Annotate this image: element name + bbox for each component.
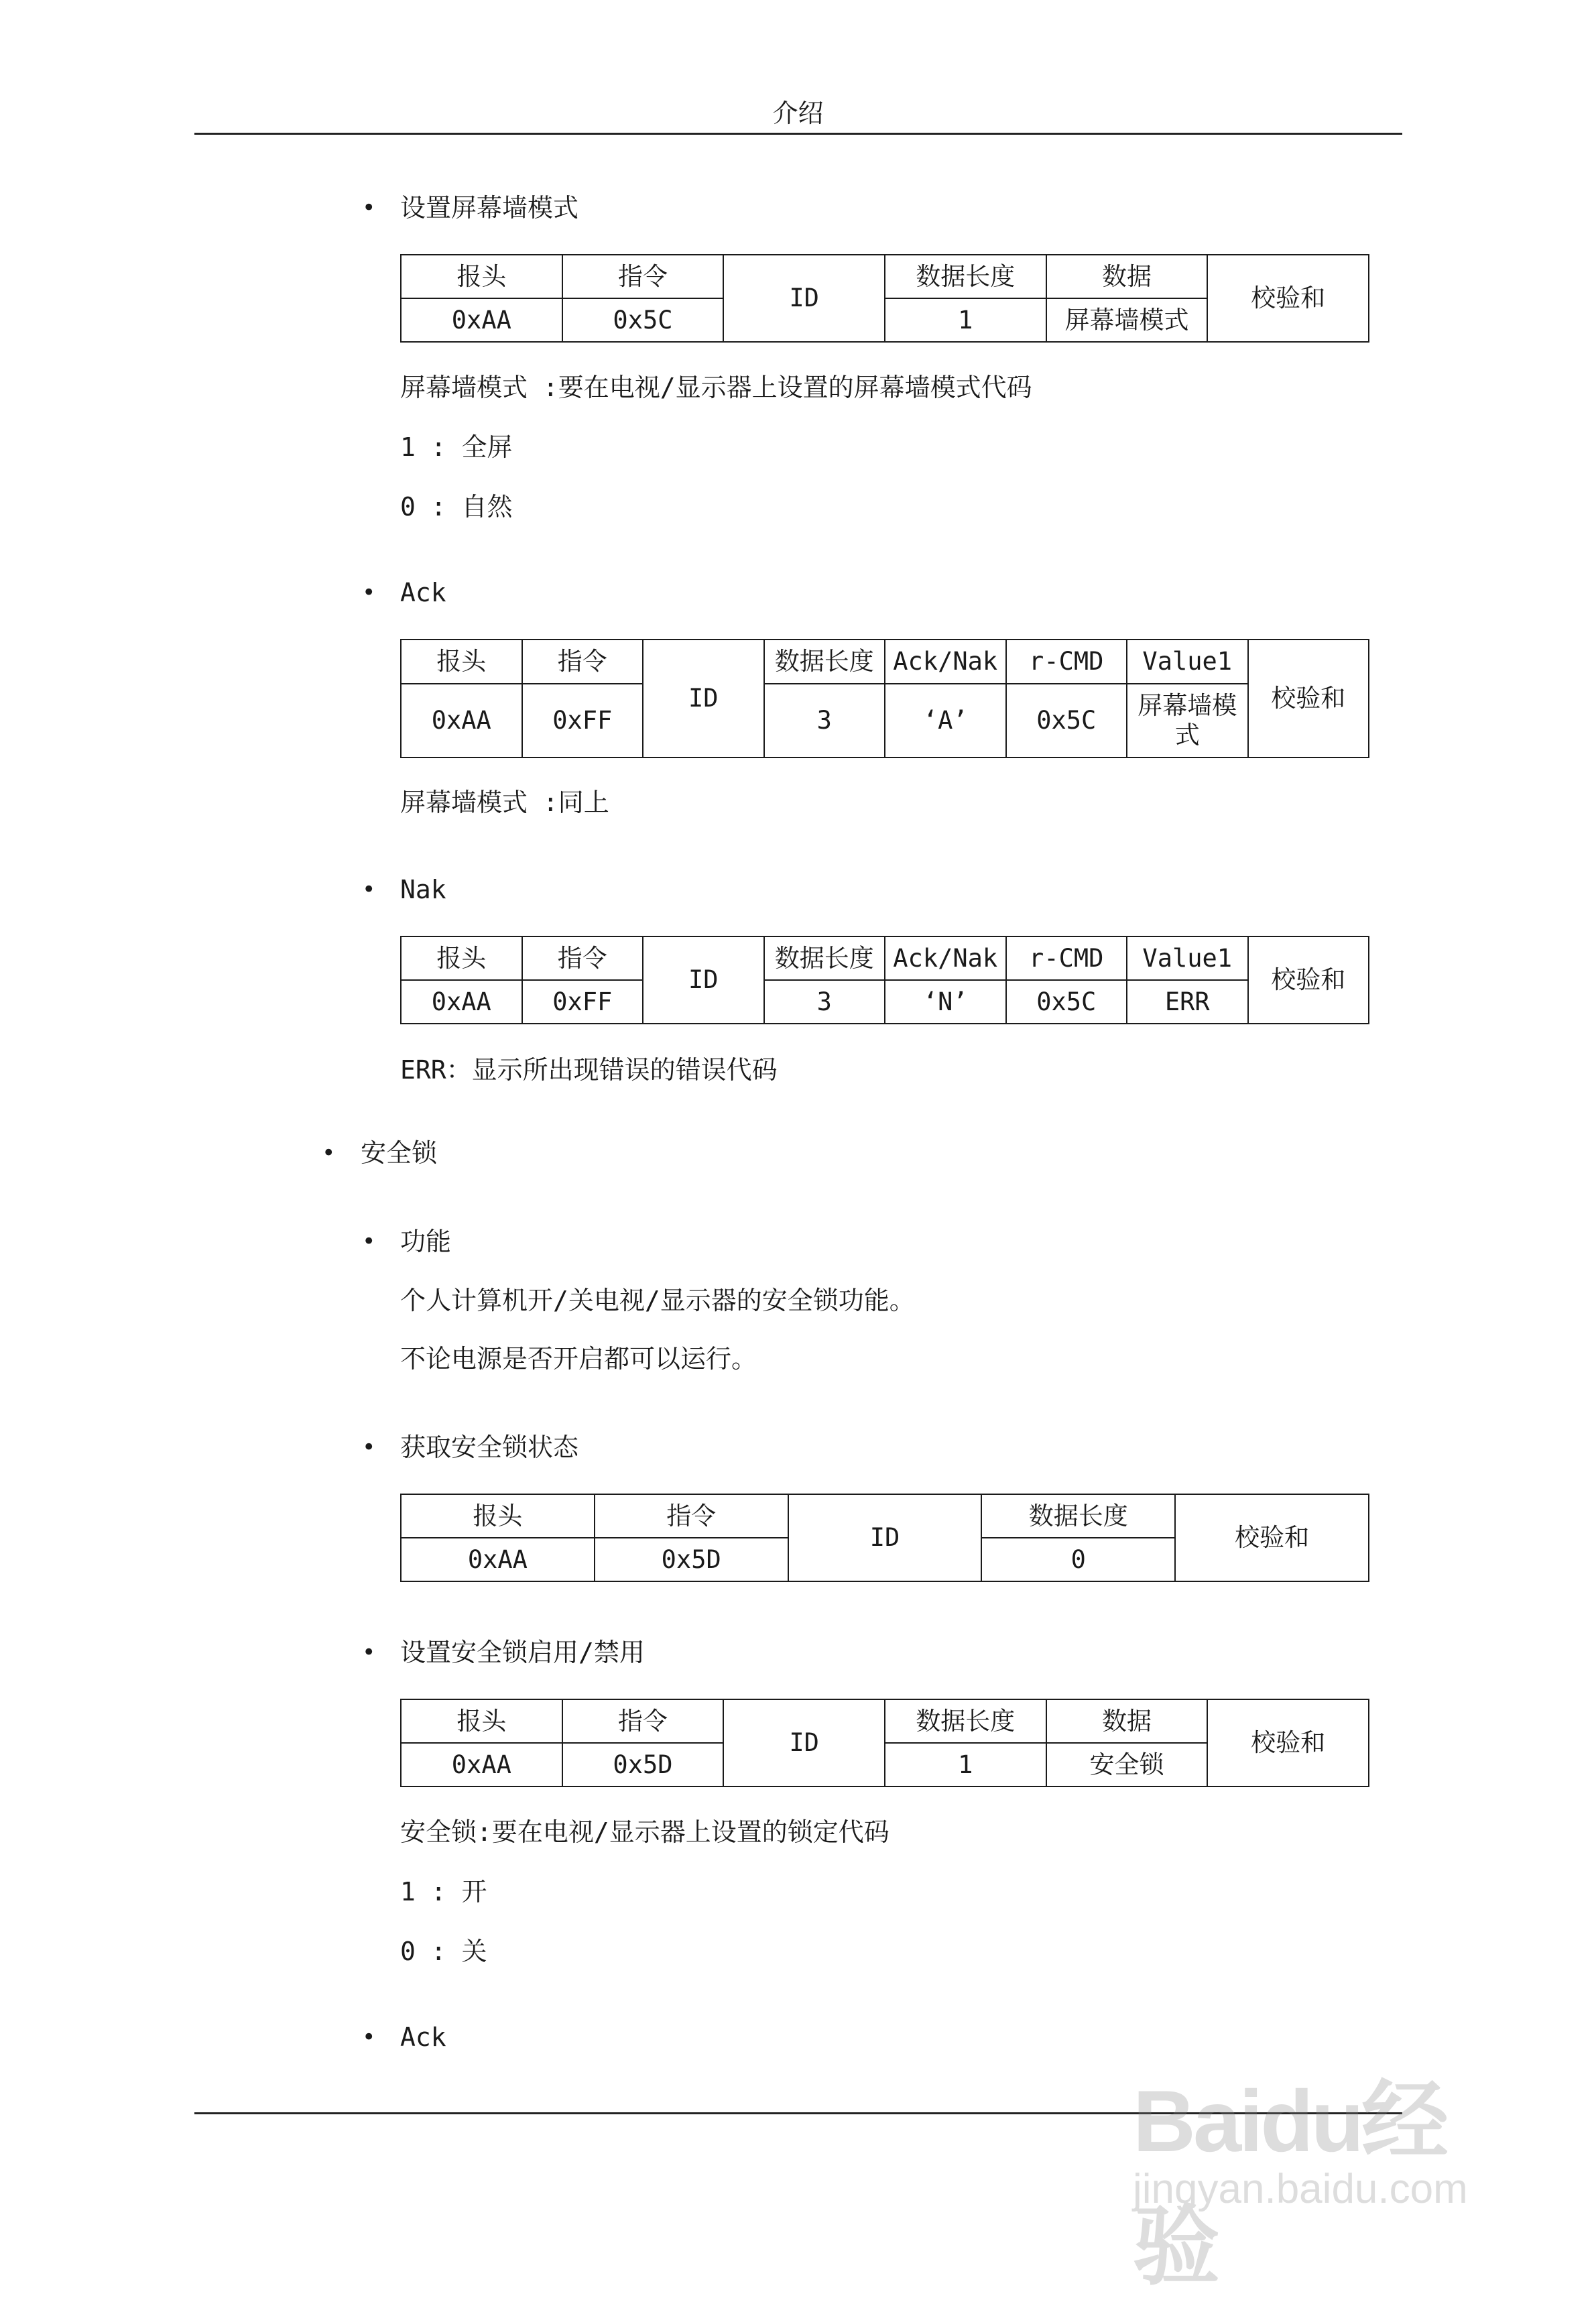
subsection-title-function: 功能 (400, 1227, 452, 1256)
bullet-icon: • (362, 1228, 376, 1255)
option-on: 1 : 开 (400, 1877, 487, 1906)
th-ack-nak: Ack/Nak (885, 640, 1006, 684)
cell-data-length: 3 (764, 684, 885, 758)
bullet-icon: • (362, 579, 376, 606)
cell-data: 安全锁 (1046, 1743, 1208, 1786)
section-title-nak: Nak (400, 875, 446, 904)
subsection-title-get-safety-lock: 获取安全锁状态 (400, 1433, 579, 1462)
cell-data-length: 3 (764, 980, 885, 1024)
cell-command: 0x5C (562, 298, 724, 342)
th-command: 指令 (595, 1494, 788, 1538)
th-checksum: 校验和 (1207, 255, 1369, 342)
section-title-safety-lock: 安全锁 (361, 1138, 438, 1168)
table-set-safety-lock (400, 1699, 1369, 1787)
th-command: 指令 (522, 936, 643, 980)
baidu-logo: Baidu经验 (1133, 2072, 1447, 2295)
table-set-video-wall-mode (400, 254, 1369, 343)
th-checksum: 校验和 (1175, 1494, 1369, 1581)
th-checksum: 校验和 (1248, 936, 1369, 1024)
cell-r-cmd: 0x5C (1006, 980, 1127, 1024)
bullet-icon: • (362, 1639, 376, 1666)
table-get-safety-lock (400, 1494, 1369, 1582)
section-title-set-video-wall-mode: 设置屏幕墙模式 (400, 193, 579, 223)
safety-lock-description: 安全锁:要在电视/显示器上设置的锁定代码 (400, 1817, 889, 1847)
th-header: 报头 (401, 255, 562, 298)
cell-command: 0xFF (522, 684, 643, 758)
bullet-icon: • (362, 876, 376, 903)
th-command: 指令 (562, 1699, 724, 1743)
cell-r-cmd: 0x5C (1006, 684, 1127, 758)
nak-description: ERR：显示所出现错误的错误代码 (400, 1055, 778, 1085)
th-data: 数据 (1046, 255, 1208, 298)
th-checksum: 校验和 (1248, 640, 1369, 758)
option-natural: 0 : 自然 (400, 492, 513, 522)
cell-data-length: 1 (885, 1743, 1046, 1786)
option-off: 0 : 关 (400, 1937, 487, 1966)
video-wall-mode-description: 屏幕墙模式 :要在电视/显示器上设置的屏幕墙模式代码 (400, 373, 1032, 402)
cell-data-length: 1 (885, 298, 1046, 342)
th-data-length: 数据长度 (764, 936, 885, 980)
th-ack-nak: Ack/Nak (885, 936, 1006, 980)
th-checksum: 校验和 (1207, 1699, 1369, 1786)
th-id: ID (643, 640, 764, 758)
cell-header: 0xAA (401, 1538, 595, 1581)
baidu-watermark (1113, 1998, 1515, 2295)
th-header: 报头 (401, 936, 522, 980)
bullet-icon: • (362, 1434, 376, 1461)
th-value1: Value1 (1127, 640, 1248, 684)
table-nak-video-wall (400, 936, 1369, 1024)
cell-header: 0xAA (401, 298, 562, 342)
th-data: 数据 (1046, 1699, 1208, 1743)
cell-command: 0xFF (522, 980, 643, 1024)
cell-command: 0x5D (595, 1538, 788, 1581)
th-header: 报头 (401, 1699, 562, 1743)
th-header: 报头 (401, 640, 522, 684)
th-command: 指令 (562, 255, 724, 298)
section-title-ack: Ack (400, 578, 446, 607)
page-header-title: 介绍 (772, 99, 824, 128)
th-header: 报头 (401, 1494, 595, 1538)
cell-value1: 屏幕墙模式 (1127, 684, 1248, 758)
cell-command: 0x5D (562, 1743, 724, 1786)
cell-ack-nak: ‘A’ (885, 684, 1006, 758)
th-id: ID (723, 255, 885, 342)
header-rule (194, 133, 1402, 135)
option-full: 1 : 全屏 (400, 432, 513, 462)
th-id: ID (788, 1494, 982, 1581)
cell-header: 0xAA (401, 980, 522, 1024)
bullet-icon: • (362, 2024, 376, 2051)
bullet-icon: • (362, 194, 376, 221)
th-id: ID (643, 936, 764, 1024)
th-r-cmd: r-CMD (1006, 640, 1127, 684)
cell-ack-nak: ‘N’ (885, 980, 1006, 1024)
th-value1: Value1 (1127, 936, 1248, 980)
th-data-length: 数据长度 (885, 255, 1046, 298)
subsection-title-set-safety-lock: 设置安全锁启用/禁用 (400, 1638, 645, 1667)
th-id: ID (723, 1699, 885, 1786)
cell-data: 屏幕墙模式 (1046, 298, 1208, 342)
cell-header: 0xAA (401, 684, 522, 758)
function-line-1: 个人计算机开/关电视/显示器的安全锁功能。 (400, 1286, 915, 1315)
cell-header: 0xAA (401, 1743, 562, 1786)
th-data-length: 数据长度 (764, 640, 885, 684)
ack-description: 屏幕墙模式 :同上 (400, 788, 609, 817)
baidu-url: jingyan.baidu.com (1133, 2166, 1468, 2212)
th-r-cmd: r-CMD (1006, 936, 1127, 980)
function-line-2: 不论电源是否开启都可以运行。 (400, 1344, 757, 1374)
table-ack-video-wall (400, 639, 1369, 758)
th-data-length: 数据长度 (885, 1699, 1046, 1743)
cell-data-length: 0 (981, 1538, 1175, 1581)
section-title-ack-safety: Ack (400, 2022, 446, 2052)
bullet-icon: • (322, 1140, 336, 1166)
th-command: 指令 (522, 640, 643, 684)
th-data-length: 数据长度 (981, 1494, 1175, 1538)
cell-value1: ERR (1127, 980, 1248, 1024)
